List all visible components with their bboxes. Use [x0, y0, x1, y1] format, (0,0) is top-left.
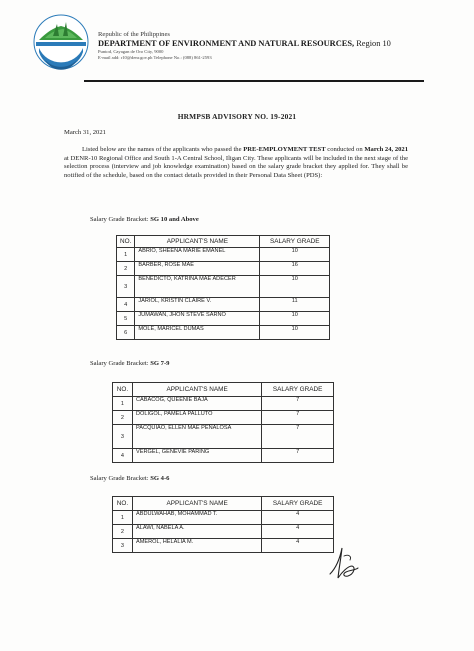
applicant-name: JARIOL, KRISTIN CLAIRE V.: [135, 298, 260, 312]
table-row: [117, 276, 330, 298]
salary-grade: 4: [262, 539, 334, 553]
denr-logo: [33, 14, 89, 70]
table-header-row: [113, 497, 334, 511]
table-row: [117, 248, 330, 262]
applicant-name: DOLIGOL, PAMELA PALLUTO: [132, 411, 261, 425]
applicant-name: ALAWI, NABELA A.: [132, 525, 261, 539]
applicants-table-sg7-9: [112, 382, 334, 463]
table-row: [113, 511, 334, 525]
row-no: 4: [117, 298, 135, 312]
row-no: 4: [113, 449, 133, 463]
row-no: 3: [113, 425, 133, 449]
applicant-name: BARBER, ROSE MAE: [135, 262, 260, 276]
salary-grade: 4: [262, 511, 334, 525]
table-header-row: [117, 236, 330, 248]
row-no: 2: [117, 262, 135, 276]
applicant-name: PACQUIAO, ELLEN MAE PEÑALOSA: [132, 425, 261, 449]
applicant-name: JUMAWAN, JHON STEVE SARNO: [135, 312, 260, 326]
table-row: [113, 449, 334, 463]
region-label: Region 10: [354, 39, 391, 48]
intro-bold-1: PRE-EMPLOYMENT TEST: [243, 146, 326, 153]
salary-grade: 10: [260, 312, 330, 326]
row-no: 6: [117, 326, 135, 340]
salary-grade: 7: [262, 411, 334, 425]
salary-grade: 4: [262, 525, 334, 539]
col-header-no: NO.: [117, 236, 135, 248]
applicant-name: BENEDICTO, KATRINA MAE ADECER: [135, 276, 260, 298]
col-header-no: NO.: [113, 497, 133, 511]
salary-grade: 11: [260, 298, 330, 312]
row-no: 5: [117, 312, 135, 326]
applicant-name: MOLE, MARICEL DUMAS: [135, 326, 260, 340]
table-row: [113, 425, 334, 449]
row-no: 1: [117, 248, 135, 262]
department-label: DEPARTMENT OF ENVIRONMENT AND NATURAL RESOURCES,: [98, 39, 355, 48]
col-header-grade: SALARY GRADE: [262, 497, 334, 511]
bracket-prefix: Salary Grade Bracket:: [90, 216, 151, 223]
col-header-name: APPLICANT'S NAME: [132, 497, 261, 511]
applicant-name: CABACOG, QUEENIE BAJA: [132, 397, 261, 411]
applicants-table-sg4-6: [112, 496, 334, 553]
table-row: [117, 298, 330, 312]
col-header-grade: SALARY GRADE: [260, 236, 330, 248]
table-header-row: [113, 383, 334, 397]
bracket-label: SG 10 and Above: [150, 216, 199, 223]
table-row: [117, 326, 330, 340]
bracket-heading-sg4-6: [90, 475, 169, 482]
letterhead-divider: [84, 80, 424, 82]
salary-grade: 16: [260, 262, 330, 276]
row-no: 1: [113, 511, 133, 525]
table-row: [113, 525, 334, 539]
applicant-name: VERGEL, GENEVIE PARING: [132, 449, 261, 463]
row-no: 3: [117, 276, 135, 298]
department-name: [98, 39, 438, 49]
col-header-name: APPLICANT'S NAME: [132, 383, 261, 397]
row-no: 1: [113, 397, 133, 411]
table-row: [113, 397, 334, 411]
contact-line: E-mail add: r10@denr.gov.ph Telephone No.: (088) 861-2593: [98, 55, 212, 60]
salary-grade: 7: [262, 425, 334, 449]
col-header-name: APPLICANT'S NAME: [135, 236, 260, 248]
applicant-name: AMEROL, HELALIA M.: [132, 539, 261, 553]
applicant-name: ABRIO, SHEENA MARIE EMANEL: [135, 248, 260, 262]
bracket-heading-sg10: [90, 216, 199, 223]
bracket-prefix: Salary Grade Bracket:: [90, 360, 151, 367]
applicant-name: ABDULWAHAB, MOHAMMAD T.: [132, 511, 261, 525]
salary-grade: 7: [262, 397, 334, 411]
col-header-grade: SALARY GRADE: [262, 383, 334, 397]
advisory-title: HRMPSB ADVISORY NO. 19-2021: [177, 112, 297, 121]
applicants-table-sg10: [116, 235, 330, 340]
salary-grade: 10: [260, 326, 330, 340]
table-row: [117, 312, 330, 326]
intro-bold-2: March 24, 2021: [364, 146, 409, 153]
intro-paragraph: [64, 146, 408, 181]
office-address: Puntod, Cayagan de Oro City, 9000: [98, 49, 164, 54]
row-no: 3: [113, 539, 133, 553]
col-header-no: NO.: [113, 383, 133, 397]
bracket-prefix: Salary Grade Bracket:: [90, 475, 151, 482]
signature-initials: [326, 544, 360, 584]
intro-text-3: at DENR-10 Regional Office and South 1-A Central School, Iligan City. These applicants will be included in the next stage of the selection process (interview and job knowledge examination) based on the salary grade bracket they applied for. They shall be notified of the schedule, based on the contact details provided in their Personal Data Sheet (PDS):: [64, 154, 408, 180]
intro-text-1: Listed below are the names of the applicants who passed the: [82, 146, 244, 153]
republic-line: Republic of the Philippines: [98, 31, 170, 38]
salary-grade: 10: [260, 248, 330, 262]
row-no: 2: [113, 411, 133, 425]
salary-grade: 7: [262, 449, 334, 463]
bracket-label: SG 7-9: [150, 360, 170, 367]
bracket-heading-sg7-9: [90, 360, 169, 367]
table-row: [113, 539, 334, 553]
table-row: [117, 262, 330, 276]
letterhead: [98, 31, 438, 61]
table-row: [113, 411, 334, 425]
salary-grade: 10: [260, 276, 330, 298]
bracket-label: SG 4-6: [150, 475, 170, 482]
advisory-date: March 31, 2021: [64, 129, 106, 136]
intro-text-2: conducted on: [325, 146, 365, 153]
row-no: 2: [113, 525, 133, 539]
